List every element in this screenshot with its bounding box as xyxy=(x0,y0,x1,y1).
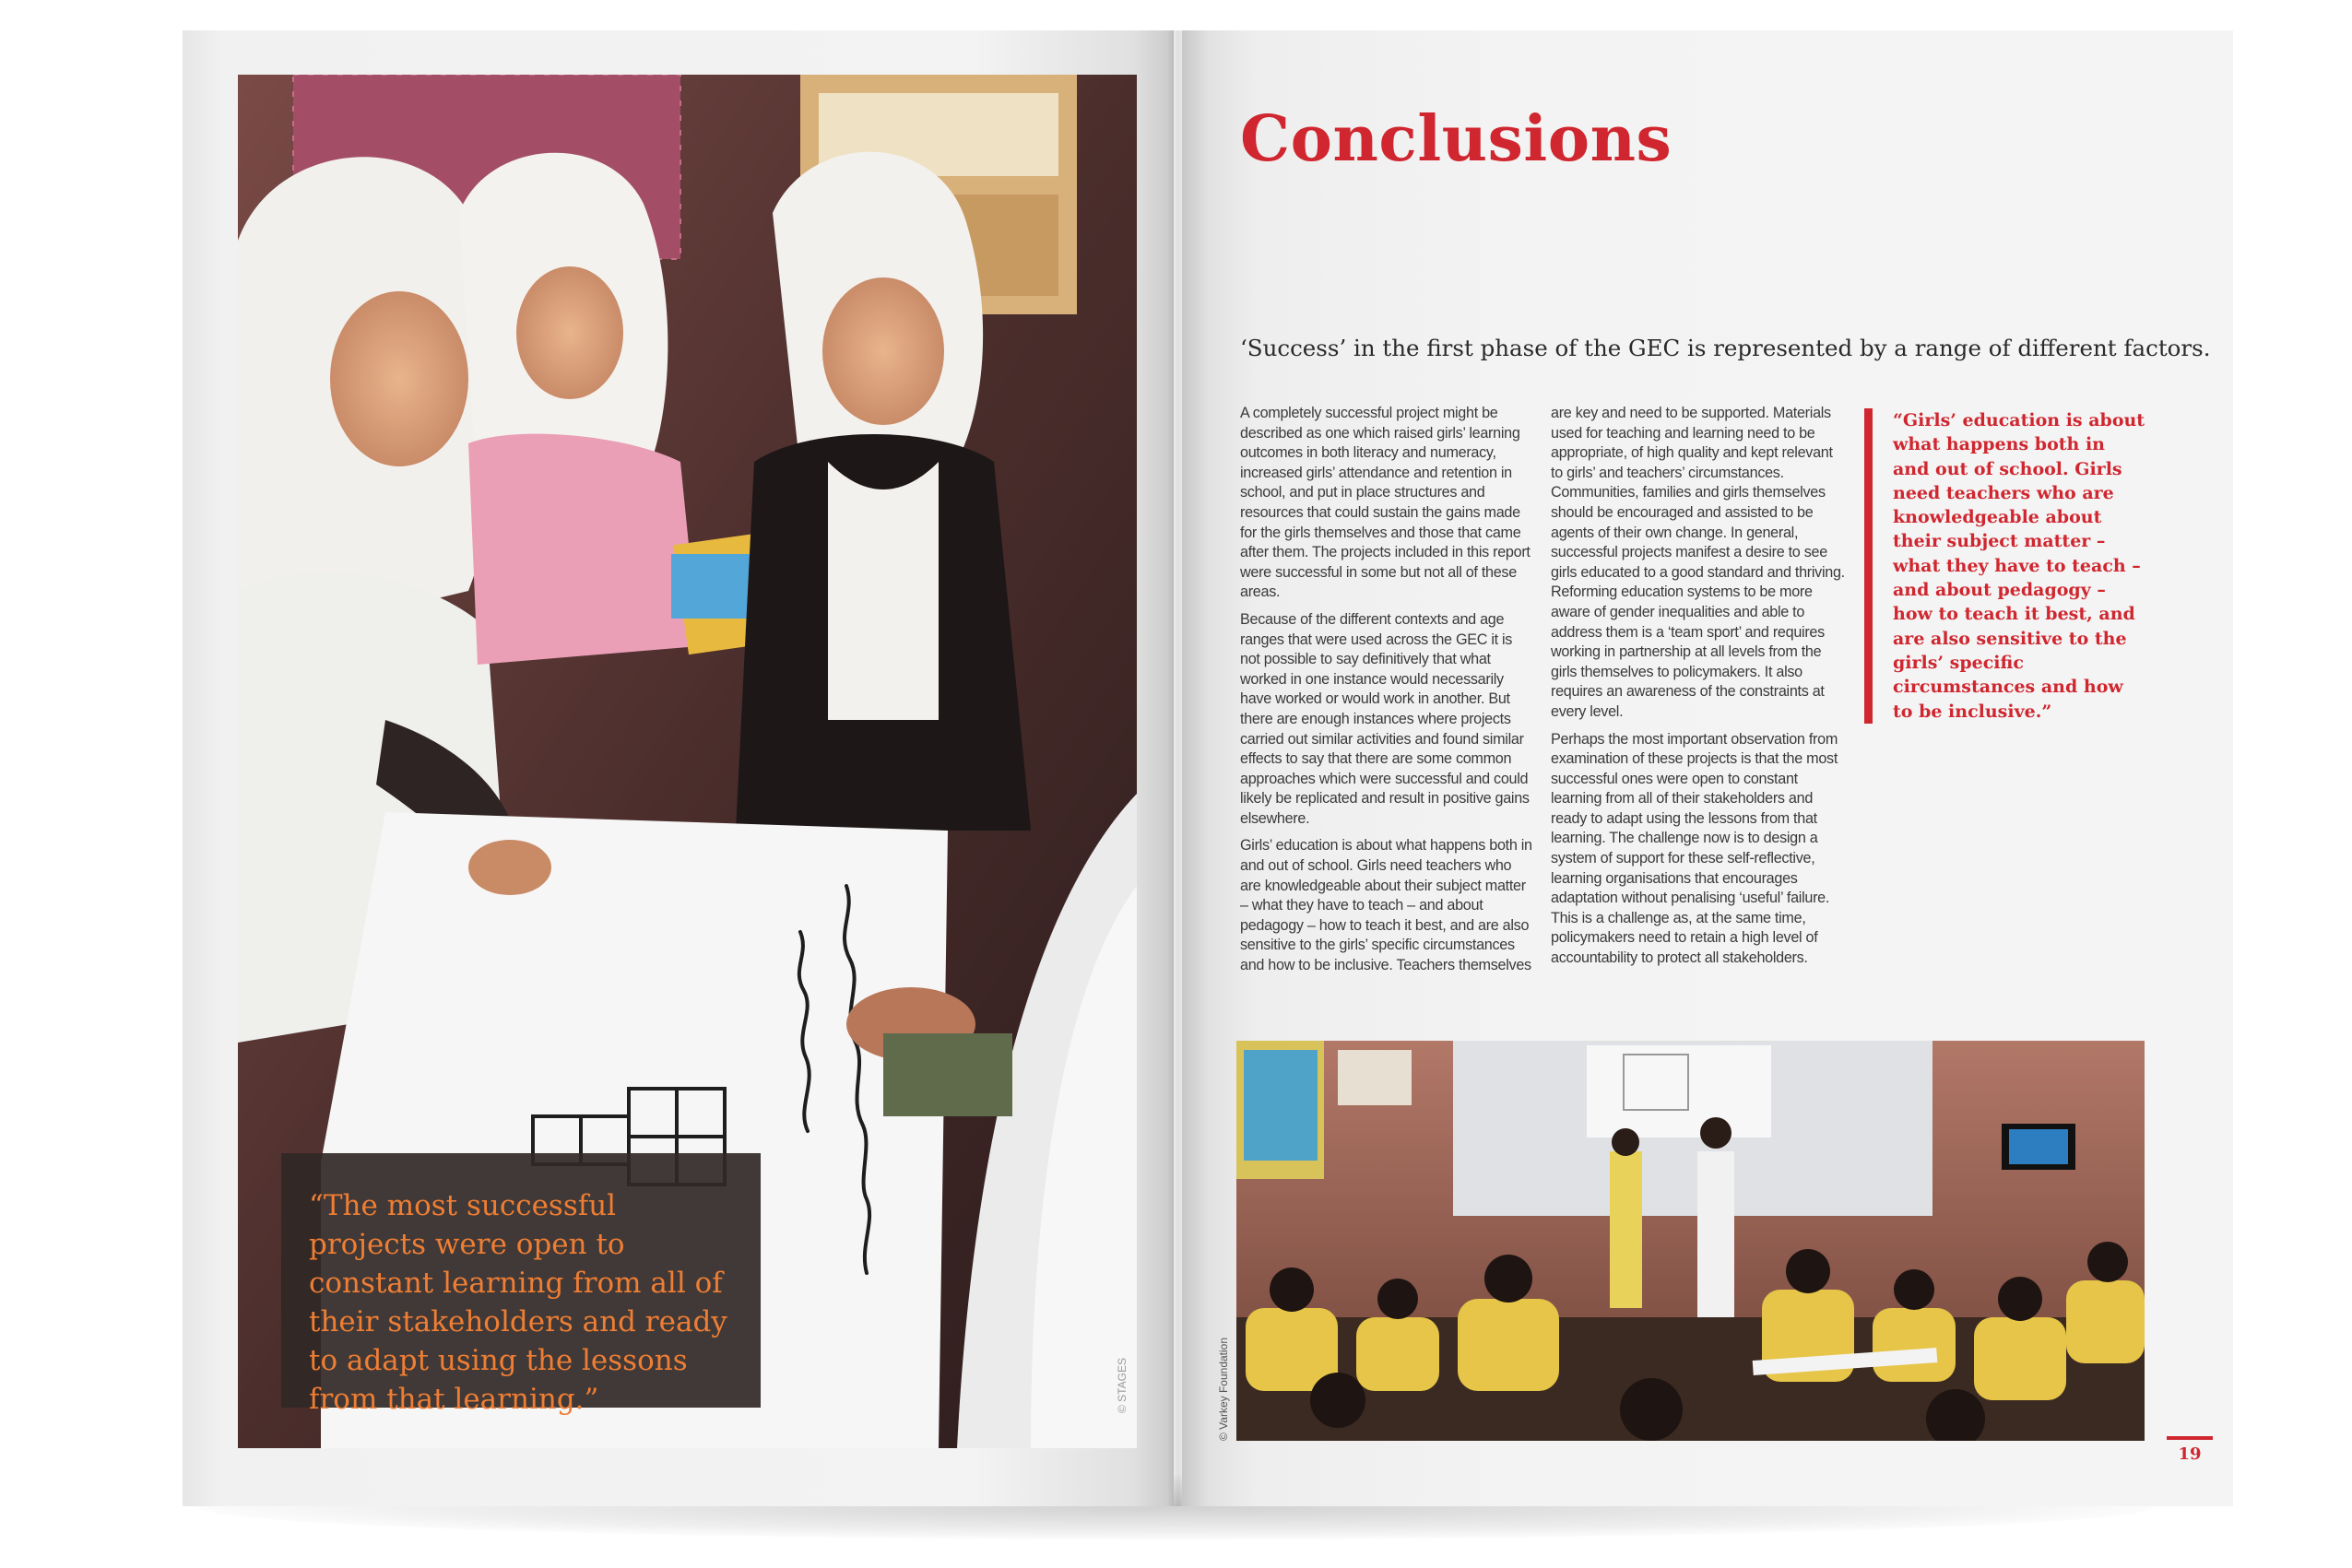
paragraph: are key and need to be supported. Materials used for teaching and learning need to be appropriate, of high quality and kept relevant to girls’ and teachers’ circumstances. Communities, families and girls themselves should be encouraged and assisted to be agents of their own change. In general, successful projects manifest a desire to see girls educated to a good standard and thriving. Reforming education systems to be more aware of gender inequalities and able to address them is a ‘team sport’ and requires working in partnership at all levels from the girls themselves to policymakers. It also requires an awareness of the constraints at every level. xyxy=(1551,405,1845,720)
left-photo-credit: © STAGES xyxy=(1116,1358,1129,1413)
intro-line: ‘Success’ in the first phase of the GEC is represented by a range of different factors. xyxy=(1240,335,2211,361)
photo-icon xyxy=(1236,1041,2145,1441)
left-page xyxy=(183,30,1174,1506)
page-title: Conclusions xyxy=(1240,102,1672,176)
girls-classroom-photo xyxy=(238,75,1137,1448)
right-page xyxy=(1182,30,2233,1506)
text-column-1 xyxy=(1240,404,1535,984)
paragraph: A completely successful project might be described as one which raised girls’ learning outcomes in both literacy and numeracy, increased girls’ attendance and retention in school, and put in place structures and resources that could sustain the gains made for the girls themselves and those that came after them. The projects included in this report were successful in some but not all of these areas. xyxy=(1240,405,1531,601)
left-pull-quote: “The most successful projects were open to constant learning from all of their stakeholders and ready to adapt using the lessons from that learning.” xyxy=(309,1189,727,1416)
text-column-2 xyxy=(1551,404,1846,976)
paragraph: Girls’ education is about what happens both in and out of school. Girls need teachers who are knowledgeable about their subject matter – what they have to teach – and about pedagogy – how to teach it best, and are also sensitive to the girls’ specific circumstances and how to be inclusive. Teachers themselves xyxy=(1240,837,1532,974)
right-pull-quote xyxy=(1864,408,2146,724)
classroom-photo xyxy=(1236,1041,2145,1441)
page-number: 19 xyxy=(2178,1444,2202,1464)
right-photo-credit: © Varkey Foundation xyxy=(1217,1337,1230,1441)
page-number-rule xyxy=(2167,1436,2213,1440)
right-pull-quote-text: “Girls’ education is about what happens both in and out of school. Girls need teachers who are knowledgeable about their subject matter – what they have to teach – and about pedagogy – how to teach it best, and are also sensitive to the girls’ specific circumstances and how to be inclusive.” xyxy=(1893,410,2145,722)
paragraph: Because of the different contexts and age ranges that were used across the GEC it is not possible to say definitively that what worked in one instance would necessarily have worked or would work in another. But there are enough instances where projects carried out similar activities and found similar effects to say that there are some common approaches which were successful and could likely be replicated and result in positive gains elsewhere. xyxy=(1240,610,1530,827)
paragraph: Perhaps the most important observation from examination of these projects is that the most successful ones were open to constant learning from all of their stakeholders and ready to adapt using the lessons from that learning. The challenge now is to design a system of support for these self-reflective, learning organisations that encourages adaptation without penalising ‘useful’ failure. This is a challenge as, at the same time, policymakers need to retain a high level of accountability to protect all stakeholders. xyxy=(1551,730,1838,967)
left-pull-quote-box xyxy=(281,1153,761,1416)
